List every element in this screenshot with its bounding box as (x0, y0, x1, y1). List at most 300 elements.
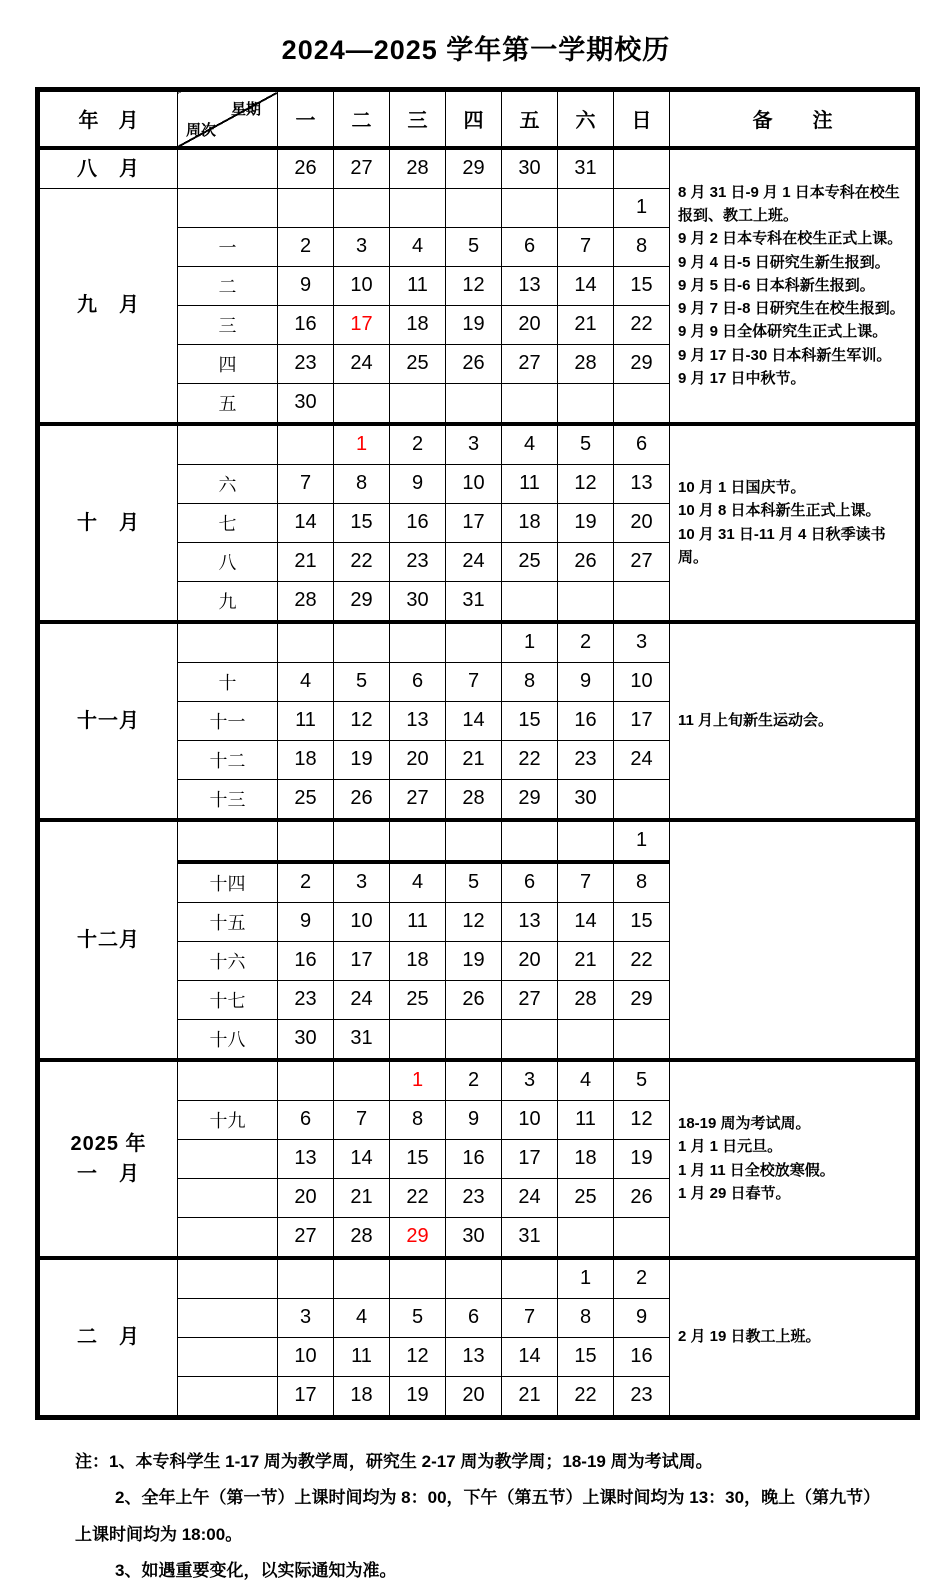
month-label-line: 一 月 (77, 1162, 140, 1185)
day-cell: 26 (278, 148, 334, 189)
day-cell (502, 188, 558, 227)
calendar-table (35, 87, 920, 1420)
day-cell (446, 820, 502, 862)
day-cell (446, 622, 502, 663)
calendar-row (38, 148, 918, 189)
month-block (38, 424, 918, 622)
calendar-row (38, 1258, 918, 1299)
day-cell: 25 (502, 542, 558, 581)
week-number: 八 (178, 542, 278, 581)
remark-line: 9 月 5 日-6 日本科新生报到。 (678, 276, 875, 294)
day-cell: 28 (390, 148, 446, 189)
week-number: 五 (178, 383, 278, 424)
day-cell: 17 (334, 941, 390, 980)
day-cell: 8 (558, 1298, 614, 1337)
day-cell: 8 (390, 1100, 446, 1139)
remark-header: 备 注 (670, 90, 918, 148)
day-header-mon: 一 (278, 90, 334, 148)
day-cell: 23 (278, 980, 334, 1019)
day-cell: 2 (390, 424, 446, 465)
day-cell (334, 1258, 390, 1299)
day-cell: 8 (334, 464, 390, 503)
day-cell: 24 (334, 344, 390, 383)
day-cell: 14 (502, 1337, 558, 1376)
day-cell (614, 383, 670, 424)
day-cell: 28 (334, 1217, 390, 1258)
day-header-fri: 五 (502, 90, 558, 148)
week-number: 十二 (178, 740, 278, 779)
day-cell: 3 (334, 227, 390, 266)
day-cell: 10 (502, 1100, 558, 1139)
day-cell: 17 (334, 305, 390, 344)
week-number: 十六 (178, 941, 278, 980)
day-cell: 29 (614, 980, 670, 1019)
day-cell: 27 (334, 148, 390, 189)
day-cell: 2 (446, 1060, 502, 1101)
month-block (38, 1060, 918, 1258)
calendar-row (38, 622, 918, 663)
day-cell: 23 (390, 542, 446, 581)
day-cell: 26 (334, 779, 390, 820)
month-label (38, 148, 178, 189)
day-cell: 25 (278, 779, 334, 820)
week-number (178, 622, 278, 663)
day-cell (502, 1019, 558, 1060)
day-cell: 3 (502, 1060, 558, 1101)
day-cell: 6 (502, 862, 558, 903)
day-cell: 4 (558, 1060, 614, 1101)
weekno-label: 周次 (186, 121, 217, 139)
page-title: 2024—2025 学年第一学期校历 (281, 35, 671, 65)
day-cell: 11 (278, 701, 334, 740)
day-cell (446, 383, 502, 424)
week-number: 十 (178, 662, 278, 701)
week-number (178, 1337, 278, 1376)
remark-cell (670, 148, 918, 424)
day-cell: 4 (334, 1298, 390, 1337)
month-label-line: 十二月 (77, 928, 140, 951)
remark-cell (670, 1060, 918, 1258)
week-number: 七 (178, 503, 278, 542)
day-cell: 16 (446, 1139, 502, 1178)
day-cell: 22 (502, 740, 558, 779)
day-cell: 17 (614, 701, 670, 740)
day-cell (558, 581, 614, 622)
day-cell: 17 (278, 1376, 334, 1417)
remark-line: 9 月 9 日全体研究生正式上课。 (678, 323, 888, 341)
month-label (38, 622, 178, 820)
calendar-header (38, 90, 918, 148)
day-cell: 6 (502, 227, 558, 266)
remark-line: 18-19 周为考试周。 (678, 1115, 811, 1132)
day-cell: 16 (390, 503, 446, 542)
month-block (38, 820, 918, 1060)
day-cell: 18 (502, 503, 558, 542)
day-cell: 7 (446, 662, 502, 701)
day-cell: 7 (558, 862, 614, 903)
remark-line: 1 月 1 日元旦。 (678, 1138, 783, 1156)
calendar-row (38, 1060, 918, 1101)
month-block (38, 1258, 918, 1418)
day-cell: 31 (334, 1019, 390, 1060)
day-cell: 19 (446, 305, 502, 344)
day-cell: 14 (334, 1139, 390, 1178)
day-cell: 26 (446, 980, 502, 1019)
month-label (38, 188, 178, 424)
day-cell: 21 (558, 305, 614, 344)
day-cell (278, 820, 334, 862)
month-label-line: 九 月 (77, 294, 140, 316)
day-cell: 27 (390, 779, 446, 820)
week-number (178, 1376, 278, 1417)
day-cell: 4 (502, 424, 558, 465)
day-cell: 20 (502, 941, 558, 980)
day-cell: 26 (614, 1178, 670, 1217)
week-number (178, 148, 278, 189)
day-cell: 19 (614, 1139, 670, 1178)
day-cell: 25 (390, 980, 446, 1019)
day-cell (614, 148, 670, 189)
day-cell: 12 (390, 1337, 446, 1376)
day-cell: 6 (446, 1298, 502, 1337)
day-cell (558, 188, 614, 227)
day-cell: 22 (614, 305, 670, 344)
day-cell (278, 1060, 334, 1101)
day-cell: 17 (502, 1139, 558, 1178)
day-cell (278, 1258, 334, 1299)
day-cell: 3 (278, 1298, 334, 1337)
day-cell: 28 (278, 581, 334, 622)
day-cell: 10 (446, 464, 502, 503)
month-block (38, 622, 918, 820)
day-cell: 24 (502, 1178, 558, 1217)
day-cell (390, 383, 446, 424)
day-header-wed: 三 (390, 90, 446, 148)
day-cell: 12 (614, 1100, 670, 1139)
day-cell: 24 (614, 740, 670, 779)
day-cell: 27 (614, 542, 670, 581)
day-cell: 9 (558, 662, 614, 701)
day-cell: 19 (390, 1376, 446, 1417)
remark-line: 10 月 8 日本科新生正式上课。 (678, 502, 881, 520)
day-cell: 25 (390, 344, 446, 383)
day-cell: 28 (558, 980, 614, 1019)
week-number: 十三 (178, 779, 278, 820)
day-cell: 18 (390, 941, 446, 980)
day-cell: 26 (558, 542, 614, 581)
day-cell: 24 (446, 542, 502, 581)
day-cell: 4 (278, 662, 334, 701)
day-cell: 18 (390, 305, 446, 344)
day-cell (334, 188, 390, 227)
day-cell: 22 (614, 941, 670, 980)
day-cell (614, 1217, 670, 1258)
day-cell: 24 (334, 980, 390, 1019)
day-cell: 7 (334, 1100, 390, 1139)
day-cell: 12 (446, 902, 502, 941)
day-cell: 19 (558, 503, 614, 542)
remark-cell (670, 424, 918, 622)
day-cell (614, 779, 670, 820)
day-cell: 2 (558, 622, 614, 663)
month-block (38, 148, 918, 424)
day-cell: 19 (334, 740, 390, 779)
day-cell: 20 (446, 1376, 502, 1417)
day-cell: 18 (558, 1139, 614, 1178)
day-cell: 29 (614, 344, 670, 383)
day-cell: 31 (446, 581, 502, 622)
day-cell: 15 (558, 1337, 614, 1376)
day-cell: 25 (558, 1178, 614, 1217)
day-cell: 29 (334, 581, 390, 622)
remark-cell (670, 1258, 918, 1418)
day-cell: 31 (558, 148, 614, 189)
day-cell: 29 (390, 1217, 446, 1258)
day-cell (446, 1258, 502, 1299)
day-cell (390, 1019, 446, 1060)
footnote-line: 上课时间均为 18:00。 (75, 1524, 243, 1544)
day-cell: 6 (278, 1100, 334, 1139)
day-cell: 12 (446, 266, 502, 305)
day-cell: 30 (446, 1217, 502, 1258)
month-label-line: 十 月 (77, 511, 140, 534)
remark-line: 9 月 2 日本专科在校生正式上课。 (678, 230, 903, 248)
day-cell (502, 383, 558, 424)
remark-line: 9 月 7 日-8 日研究生在校生报到。 (678, 300, 905, 318)
day-cell: 1 (502, 622, 558, 663)
footnotes (75, 1444, 925, 1590)
week-number: 十四 (178, 862, 278, 903)
footnote-line: 2、全年上午（第一节）上课时间均为 8：00，下午（第五节）上课时间均为 13：30，晚上（第九节） (115, 1488, 881, 1508)
day-cell: 2 (278, 862, 334, 903)
week-number (178, 1298, 278, 1337)
week-number: 十一 (178, 701, 278, 740)
day-cell: 15 (390, 1139, 446, 1178)
week-number (178, 820, 278, 862)
day-cell: 13 (502, 266, 558, 305)
week-number: 十七 (178, 980, 278, 1019)
day-cell: 5 (390, 1298, 446, 1337)
day-header-sat: 六 (558, 90, 614, 148)
day-cell: 3 (446, 424, 502, 465)
day-cell: 3 (334, 862, 390, 903)
day-cell: 14 (558, 902, 614, 941)
day-cell: 15 (334, 503, 390, 542)
remark-line: 1 月 29 日春节。 (678, 1184, 791, 1202)
day-cell: 10 (614, 662, 670, 701)
week-number: 十八 (178, 1019, 278, 1060)
month-label-line: 八 月 (77, 157, 140, 180)
day-cell: 14 (558, 266, 614, 305)
day-cell: 14 (446, 701, 502, 740)
remark-line: 9 月 17 日中秋节。 (678, 369, 806, 387)
day-cell (502, 1258, 558, 1299)
remark-line: 8 月 31 日-9 月 1 日本专科在校生报到、教工上班。 (678, 183, 900, 225)
month-label-line: 二 月 (77, 1326, 140, 1348)
day-cell: 13 (390, 701, 446, 740)
day-cell: 17 (446, 503, 502, 542)
day-cell: 9 (446, 1100, 502, 1139)
remark-line: 2 月 19 日教工上班。 (678, 1328, 821, 1346)
day-cell: 22 (390, 1178, 446, 1217)
day-cell: 27 (278, 1217, 334, 1258)
day-cell: 15 (502, 701, 558, 740)
day-cell: 15 (614, 902, 670, 941)
day-cell: 1 (614, 188, 670, 227)
month-label (38, 820, 178, 1060)
day-cell (558, 383, 614, 424)
remark-cell (670, 820, 918, 1060)
day-cell: 21 (278, 542, 334, 581)
day-cell: 22 (558, 1376, 614, 1417)
day-cell: 14 (278, 503, 334, 542)
week-number: 十五 (178, 902, 278, 941)
day-cell: 1 (614, 820, 670, 862)
day-cell (334, 622, 390, 663)
day-cell: 1 (558, 1258, 614, 1299)
remark-line: 10 月 31 日-11 月 4 日秋季读书周。 (678, 525, 886, 566)
day-cell: 30 (278, 383, 334, 424)
day-cell: 2 (278, 227, 334, 266)
day-cell: 8 (502, 662, 558, 701)
day-cell: 28 (446, 779, 502, 820)
day-cell: 18 (278, 740, 334, 779)
day-cell: 5 (558, 424, 614, 465)
day-cell: 20 (278, 1178, 334, 1217)
remark-line: 11 月上旬新生运动会。 (678, 711, 834, 729)
day-cell: 4 (390, 227, 446, 266)
day-cell: 28 (558, 344, 614, 383)
day-cell (278, 188, 334, 227)
week-number: 六 (178, 464, 278, 503)
day-cell: 23 (278, 344, 334, 383)
month-label-line: 十一月 (77, 709, 140, 732)
week-number (178, 424, 278, 465)
day-cell: 5 (446, 227, 502, 266)
day-cell: 6 (614, 424, 670, 465)
day-cell: 30 (390, 581, 446, 622)
day-cell: 9 (278, 266, 334, 305)
remark-line: 9 月 17 日-30 日本科新生军训。 (678, 346, 892, 364)
day-cell: 11 (502, 464, 558, 503)
day-cell: 3 (614, 622, 670, 663)
day-cell: 16 (278, 941, 334, 980)
day-cell: 26 (446, 344, 502, 383)
week-number: 九 (178, 581, 278, 622)
day-cell: 16 (558, 701, 614, 740)
day-cell: 18 (334, 1376, 390, 1417)
month-label-line: 2025 年 (70, 1132, 147, 1155)
day-cell: 29 (446, 148, 502, 189)
day-cell: 6 (390, 662, 446, 701)
day-cell (390, 188, 446, 227)
day-cell (334, 383, 390, 424)
day-cell: 10 (334, 902, 390, 941)
remark-line: 9 月 4 日-5 日研究生新生报到。 (678, 253, 890, 271)
day-cell: 1 (334, 424, 390, 465)
day-cell: 9 (614, 1298, 670, 1337)
day-cell: 16 (278, 305, 334, 344)
day-cell (446, 1019, 502, 1060)
month-label (38, 1060, 178, 1258)
day-cell (502, 820, 558, 862)
day-cell: 12 (558, 464, 614, 503)
day-cell: 5 (334, 662, 390, 701)
day-cell: 13 (502, 902, 558, 941)
day-cell: 13 (278, 1139, 334, 1178)
day-cell (334, 1060, 390, 1101)
remark-line: 10 月 1 日国庆节。 (678, 479, 806, 496)
day-cell (390, 1258, 446, 1299)
day-header-thu: 四 (446, 90, 502, 148)
day-cell (390, 820, 446, 862)
day-cell: 13 (614, 464, 670, 503)
week-number: 三 (178, 305, 278, 344)
calendar-row (38, 820, 918, 862)
footnote-line: 注：1、本专科学生 1-17 周为教学周，研究生 2-17 周为教学周；18-19 周为考试周。 (75, 1451, 713, 1471)
day-header-tue: 二 (334, 90, 390, 148)
day-cell: 1 (390, 1060, 446, 1101)
day-cell (558, 820, 614, 862)
day-cell: 31 (502, 1217, 558, 1258)
day-cell (614, 581, 670, 622)
day-cell (614, 1019, 670, 1060)
day-cell (278, 424, 334, 465)
day-cell: 15 (614, 266, 670, 305)
day-cell (446, 188, 502, 227)
day-cell: 21 (502, 1376, 558, 1417)
day-cell (390, 622, 446, 663)
day-cell: 5 (614, 1060, 670, 1101)
day-cell: 8 (614, 862, 670, 903)
day-cell: 9 (390, 464, 446, 503)
day-header-sun: 日 (614, 90, 670, 148)
week-number: 二 (178, 266, 278, 305)
day-cell: 10 (278, 1337, 334, 1376)
week-number: 十九 (178, 1100, 278, 1139)
day-cell: 23 (558, 740, 614, 779)
week-number: 一 (178, 227, 278, 266)
week-number: 四 (178, 344, 278, 383)
week-number (178, 1139, 278, 1178)
day-cell (278, 622, 334, 663)
week-number (178, 1178, 278, 1217)
day-cell: 23 (446, 1178, 502, 1217)
week-number (178, 1060, 278, 1101)
day-cell: 10 (334, 266, 390, 305)
day-cell: 21 (558, 941, 614, 980)
day-cell: 12 (334, 701, 390, 740)
day-cell: 20 (502, 305, 558, 344)
day-cell: 11 (390, 902, 446, 941)
day-cell: 29 (502, 779, 558, 820)
month-label (38, 424, 178, 622)
day-cell: 11 (558, 1100, 614, 1139)
remark-cell (670, 622, 918, 820)
week-label: 星期 (230, 101, 261, 118)
day-cell: 5 (446, 862, 502, 903)
day-cell (558, 1019, 614, 1060)
footnote-line: 3、如遇重要变化，以实际通知为准。 (115, 1561, 397, 1581)
day-cell: 20 (390, 740, 446, 779)
day-cell (558, 1217, 614, 1258)
week-number (178, 188, 278, 227)
day-cell: 27 (502, 980, 558, 1019)
day-cell: 20 (614, 503, 670, 542)
day-cell: 30 (558, 779, 614, 820)
day-cell: 22 (334, 542, 390, 581)
day-cell (502, 581, 558, 622)
